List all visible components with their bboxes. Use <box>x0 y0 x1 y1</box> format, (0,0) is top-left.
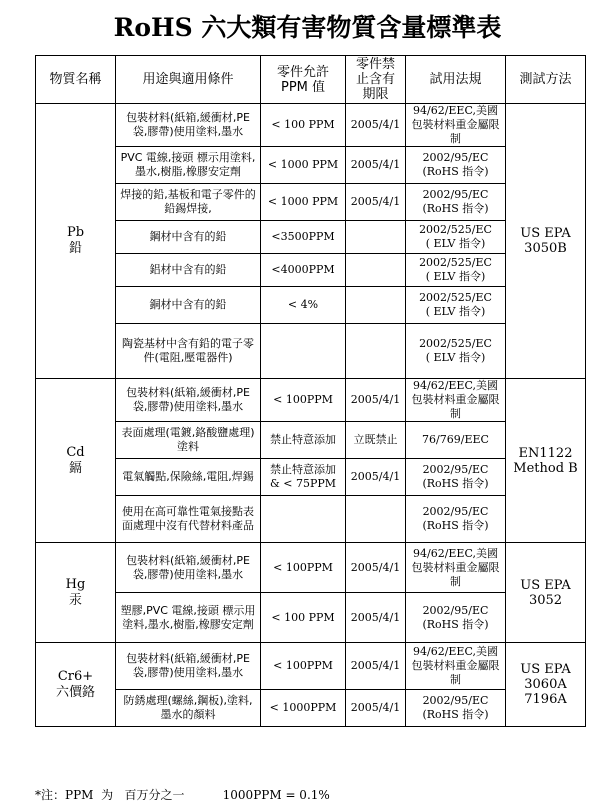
test-method-cell: EN1122 Method B <box>506 379 586 543</box>
date-cell <box>346 287 406 324</box>
table-row <box>36 690 586 727</box>
test-method-cell: US EPA 3052 <box>506 543 586 643</box>
law-cell: 94/62/EEC,美國包裝材料重金屬限制 <box>406 543 506 593</box>
date-cell: 2005/4/1 <box>346 379 406 422</box>
header-cell: 用途與適用條件 <box>116 56 261 104</box>
table-row <box>36 221 586 254</box>
ppm-cell <box>261 496 346 543</box>
use-cell: 包裝材料(紙箱,緩衝材,PE 袋,膠帶)使用塗料,墨水 <box>116 543 261 593</box>
ppm-cell <box>261 324 346 379</box>
table-row <box>36 496 586 543</box>
header-cell: 物質名稱 <box>36 56 116 104</box>
header-cell: 零件允許 PPM 值 <box>261 56 346 104</box>
table-row <box>36 104 586 147</box>
date-cell <box>346 221 406 254</box>
use-cell: PVC 電線,接頭 標示用塗料,墨水,樹脂,橡膠安定劑 <box>116 147 261 184</box>
use-cell: 包裝材料(紙箱,緩衝材,PE 袋,膠帶)使用塗料,墨水 <box>116 643 261 690</box>
use-cell: 表面處理(電鍍,鉻酸鹽處理) 塗料 <box>116 422 261 459</box>
law-cell: 94/62/EEC,美國包裝材料重金屬限制 <box>406 379 506 422</box>
date-cell <box>346 324 406 379</box>
law-cell: 2002/525/EC ( ELV 指令) <box>406 254 506 287</box>
law-cell: 2002/95/EC (RoHS 指令) <box>406 147 506 184</box>
law-cell: 2002/95/EC (RoHS 指令) <box>406 496 506 543</box>
ppm-cell: < 100 PPM <box>261 104 346 147</box>
table-row <box>36 422 586 459</box>
header-cell: 測試方法 <box>506 56 586 104</box>
date-cell: 立既禁止 <box>346 422 406 459</box>
substance-cell: Cr6+ 六價鉻 <box>36 643 116 727</box>
use-cell: 銅材中含有的鉛 <box>116 287 261 324</box>
header-cell: 零件禁 止含有 期限 <box>346 56 406 104</box>
table-row <box>36 593 586 643</box>
date-cell: 2005/4/1 <box>346 643 406 690</box>
use-cell: 包裝材料(紙箱,緩衝材,PE 袋,膠帶)使用塗料,墨水 <box>116 379 261 422</box>
law-cell: 2002/95/EC (RoHS 指令) <box>406 459 506 496</box>
ppm-cell: < 1000 PPM <box>261 184 346 221</box>
date-cell: 2005/4/1 <box>346 690 406 727</box>
use-cell: 塑膠,PVC 電線,接頭 標示用塗料,墨水,樹脂,橡膠安定劑 <box>116 593 261 643</box>
header-row <box>36 56 586 104</box>
ppm-cell: < 100PPM <box>261 543 346 593</box>
page-title: RoHS 六大類有害物質含量標準表 <box>113 13 502 42</box>
date-cell: 2005/4/1 <box>346 184 406 221</box>
ppm-cell: < 1000PPM <box>261 690 346 727</box>
use-cell: 電氣觸點,保險絲,電阻,焊錫 <box>116 459 261 496</box>
substance-cell: Hg 汞 <box>36 543 116 643</box>
ppm-cell: < 100PPM <box>261 643 346 690</box>
date-cell: 2005/4/1 <box>346 593 406 643</box>
ppm-cell: 禁止特意添加 <box>261 422 346 459</box>
table-row <box>36 287 586 324</box>
law-cell: 76/769/EEC <box>406 422 506 459</box>
use-cell: 防銹處理(螺絲,鋼板),塗料,墨水的顏料 <box>116 690 261 727</box>
ppm-cell: <3500PPM <box>261 221 346 254</box>
table-row <box>36 643 586 690</box>
ppm-cell: < 1000 PPM <box>261 147 346 184</box>
law-cell: 2002/525/EC ( ELV 指令) <box>406 221 506 254</box>
use-cell: 鋁材中含有的鉛 <box>116 254 261 287</box>
law-cell: 2002/95/EC (RoHS 指令) <box>406 184 506 221</box>
substance-cell: Pb 鉛 <box>36 104 116 379</box>
footnote: *注：PPM 为 百万分之一 1000PPM = 0.1% <box>35 788 330 802</box>
table-row <box>36 254 586 287</box>
law-cell: 2002/525/EC ( ELV 指令) <box>406 287 506 324</box>
date-cell <box>346 254 406 287</box>
table-row <box>36 379 586 422</box>
rohs-table <box>35 55 586 727</box>
date-cell: 2005/4/1 <box>346 543 406 593</box>
test-method-cell: US EPA 3050B <box>506 104 586 379</box>
use-cell: 陶瓷基材中含有鉛的電子零件(電阻,壓電器件) <box>116 324 261 379</box>
use-cell: 使用在高可靠性電氣接點表面處理中沒有代替材料產品 <box>116 496 261 543</box>
substance-cell: Cd 鎘 <box>36 379 116 543</box>
use-cell: 焊接的鉛,基板和電子零件的鉛錫焊接, <box>116 184 261 221</box>
table-row <box>36 324 586 379</box>
test-method-cell: US EPA 3060A 7196A <box>506 643 586 727</box>
date-cell <box>346 496 406 543</box>
ppm-cell: < 100PPM <box>261 379 346 422</box>
ppm-cell: <4000PPM <box>261 254 346 287</box>
table-row <box>36 184 586 221</box>
use-cell: 鋼材中含有的鉛 <box>116 221 261 254</box>
ppm-cell: 禁止特意添加 & < 75PPM <box>261 459 346 496</box>
date-cell: 2005/4/1 <box>346 459 406 496</box>
ppm-cell: < 100 PPM <box>261 593 346 643</box>
table-row <box>36 543 586 593</box>
law-cell: 94/62/EEC,美國包裝材料重金屬限制 <box>406 643 506 690</box>
law-cell: 94/62/EEC,美國包裝材料重金屬限制 <box>406 104 506 147</box>
law-cell: 2002/95/EC (RoHS 指令) <box>406 593 506 643</box>
date-cell: 2005/4/1 <box>346 147 406 184</box>
use-cell: 包裝材料(紙箱,緩衝材,PE 袋,膠帶)使用塗料,墨水 <box>116 104 261 147</box>
header-cell: 試用法規 <box>406 56 506 104</box>
law-cell: 2002/525/EC ( ELV 指令) <box>406 324 506 379</box>
law-cell: 2002/95/EC (RoHS 指令) <box>406 690 506 727</box>
table-row <box>36 459 586 496</box>
date-cell: 2005/4/1 <box>346 104 406 147</box>
ppm-cell: < 4% <box>261 287 346 324</box>
table-row <box>36 147 586 184</box>
